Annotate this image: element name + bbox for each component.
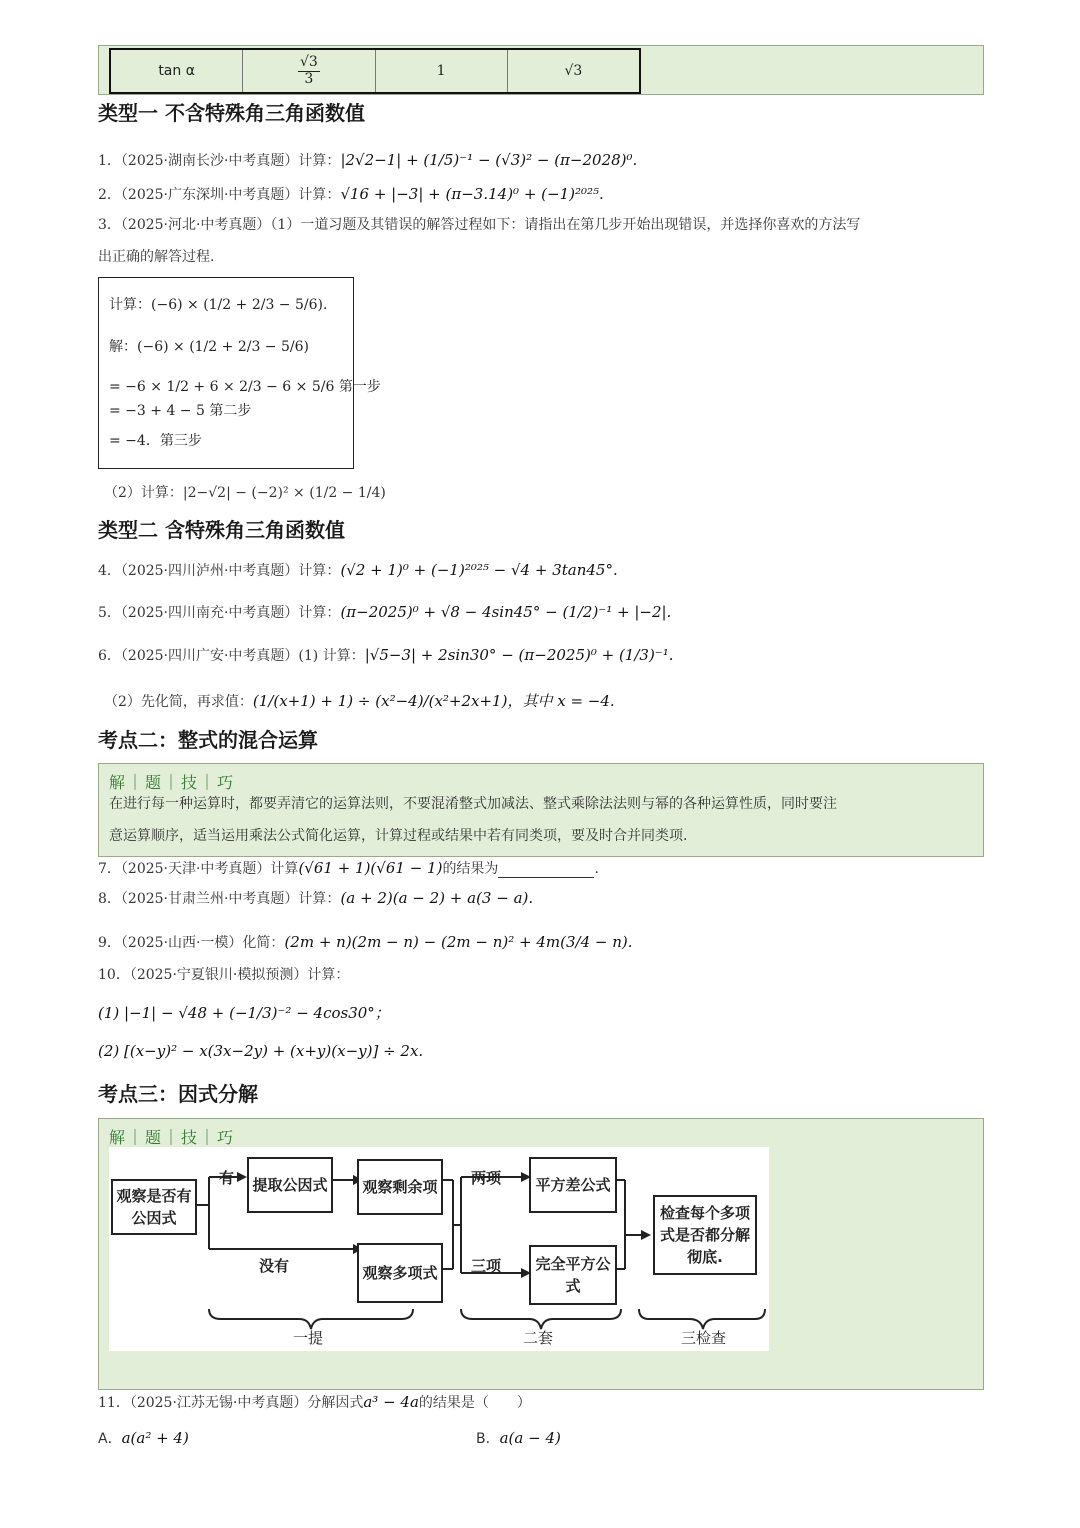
- flow-observe-polynomial: 观察多项式: [357, 1243, 443, 1303]
- section-title: 考点二：整式的混合运算: [98, 728, 318, 752]
- solution-calc: 计算：(−6) × (1/2 + 2/3 − 5/6).: [109, 297, 328, 313]
- option-a[interactable]: [98, 1428, 189, 1448]
- question-4: [98, 560, 618, 580]
- question-10-part2: (2) [(x−y)² − x(3x−2y) + (x+y)(x−y)] ÷ 2x.: [98, 1042, 424, 1060]
- question-9: [98, 932, 633, 952]
- question-prefix: 1．（2025·湖南长沙·中考真题）计算：: [98, 153, 341, 169]
- question-10-part1: (1) |−1| − √48 + (−1/3)⁻² − 4cos30°；: [98, 1004, 390, 1022]
- flow-label-three-terms: 三项: [471, 1257, 502, 1275]
- tip-title: 解｜题｜技｜巧: [109, 773, 236, 792]
- solution-start: 解：(−6) × (1/2 + 2/3 − 5/6): [109, 339, 309, 355]
- section-title: 类型一 不含特殊角三角函数值: [98, 101, 365, 125]
- question-prefix: 4．（2025·四川泸州·中考真题）计算：: [98, 563, 341, 579]
- flow-stage-label: 一提: [293, 1329, 324, 1347]
- flow-label-no: 没有: [259, 1257, 290, 1275]
- section-title: 考点三：因式分解: [98, 1082, 258, 1106]
- tip-box: [98, 763, 984, 857]
- question-3-part2: （2）计算：|2−√2| − (−2)² × (1/2 − 1/4): [104, 485, 386, 501]
- option-expression: a(a − 4): [499, 1429, 561, 1447]
- question-expression: |√5−3| + 2sin30° − (π−2025)⁰ + (1/3)⁻¹.: [364, 646, 674, 664]
- question-suffix: 的结果是（ ）: [418, 1395, 531, 1411]
- question-8: [98, 888, 533, 908]
- question-7: 7．（2025·天津·中考真题）计算(√61 + 1)(√61 − 1)的结果为 .: [98, 859, 599, 877]
- answer-blank: [498, 863, 594, 878]
- option-label: B．: [476, 1431, 500, 1447]
- flow-label-two-terms: 两项: [471, 1169, 502, 1187]
- trig-value-table: [98, 45, 984, 95]
- option-expression: a(a² + 4): [121, 1429, 189, 1447]
- flow-stage-label: 三检查: [681, 1329, 727, 1347]
- question-expression: a³ − 4a: [363, 1393, 419, 1411]
- question-expression: √16 + |−3| + (π−3.14)⁰ + (−1)²⁰²⁵.: [340, 185, 604, 203]
- question-prefix: 6．（2025·四川广安·中考真题）(1) 计算：: [98, 648, 365, 664]
- question-5: [98, 602, 671, 622]
- question-prefix: 11．（2025·江苏无锡·中考真题）分解因式: [98, 1395, 364, 1411]
- question-6: [98, 645, 674, 665]
- question-expression: (√2 + 1)⁰ + (−1)²⁰²⁵ − √4 + 3tan45°.: [340, 561, 618, 579]
- question-10: 10．（2025·宁夏银川·模拟预测）计算：: [98, 967, 350, 983]
- table-cell-value: 1: [376, 50, 508, 92]
- question-prefix: 5．（2025·四川南充·中考真题）计算：: [98, 605, 341, 621]
- question-6-part2: [104, 690, 615, 711]
- tip-title: 解｜题｜技｜巧: [109, 1128, 236, 1147]
- question-prefix: 9．（2025·山西·一模）化简：: [98, 935, 285, 951]
- question-prefix: 2．（2025·广东深圳·中考真题）计算：: [98, 187, 341, 203]
- table-cell-label: tan α: [111, 50, 243, 92]
- question-expression: (π−2025)⁰ + √8 − 4sin45° − (1/2)⁻¹ + |−2|.: [340, 603, 672, 621]
- wrong-solution-box: [98, 277, 381, 469]
- flow-stage-label: 二套: [523, 1329, 554, 1347]
- option-label: A．: [98, 1431, 122, 1447]
- question-expression: |2√2−1| + (1/5)⁻¹ − (√3)² − (π−2028)⁰.: [340, 151, 638, 169]
- factorization-flowchart: [109, 1147, 769, 1351]
- question-3-line2: 出正确的解答过程.: [98, 249, 215, 265]
- option-b[interactable]: [476, 1428, 561, 1448]
- flow-difference-of-squares: 平方差公式: [529, 1157, 617, 1213]
- question-1: [98, 150, 637, 170]
- question-prefix: （2）先化简，再求值：: [104, 694, 253, 710]
- flow-check-complete: 检查每个多项式是否都分解彻底.: [653, 1195, 757, 1275]
- question-2: [98, 184, 604, 204]
- section-title: 类型二 含特殊角三角函数值: [98, 518, 345, 542]
- trig-table-row: [109, 48, 641, 94]
- solution-step1: = −6 × 1/2 + 6 × 2/3 − 6 × 5/6 第一步: [109, 379, 381, 395]
- tip-text-line2: 意运算顺序，适当运用乘法公式简化运算，计算过程或结果中若有同类项，要及时合并同类项.: [109, 828, 688, 844]
- flow-observe-remaining: 观察剩余项: [357, 1159, 443, 1215]
- flow-extract-common-factor: 提取公因式: [247, 1157, 333, 1213]
- question-3-line1: 3．（2025·河北·中考真题）（1）一道习题及其错误的解答过程如下：请指出在第几步开始出现错误，并选择你喜欢的方法写: [98, 217, 861, 233]
- question-expression: (a + 2)(a − 2) + a(3 − a).: [340, 889, 534, 907]
- question-expression: (2m + n)(2m − n) − (2m − n)² + 4m(3/4 − n).: [284, 933, 633, 951]
- question-suffix: 的结果为: [442, 861, 499, 877]
- question-expression: (1/(x+1) + 1) ÷ (x²−4)/(x²+2x+1)，其中 x = −4.: [252, 692, 615, 710]
- tip-box: [98, 1118, 984, 1390]
- table-cell-value: √3: [564, 63, 583, 79]
- question-prefix: 7．（2025·天津·中考真题）计算: [98, 861, 299, 877]
- flow-observe-common-factor: 观察是否有公因式: [111, 1179, 197, 1235]
- table-cell-value: $\frac{√3}{3}$: [243, 50, 375, 92]
- flow-label-yes: 有: [219, 1169, 235, 1187]
- flow-perfect-square: 完全平方公式: [529, 1245, 617, 1305]
- tip-text-line1: 在进行每一种运算时，都要弄清它的运算法则，不要混淆整式加减法、整式乘除法法则与幂的各种运算性质，同时要注: [109, 796, 837, 812]
- question-11: [98, 1392, 531, 1412]
- solution-step3: = −4．第三步: [109, 433, 202, 449]
- solution-step2: = −3 + 4 − 5 第二步: [109, 403, 252, 419]
- question-prefix: 8．（2025·甘肃兰州·中考真题）计算：: [98, 891, 341, 907]
- question-expression: (√61 + 1)(√61 − 1): [298, 859, 443, 877]
